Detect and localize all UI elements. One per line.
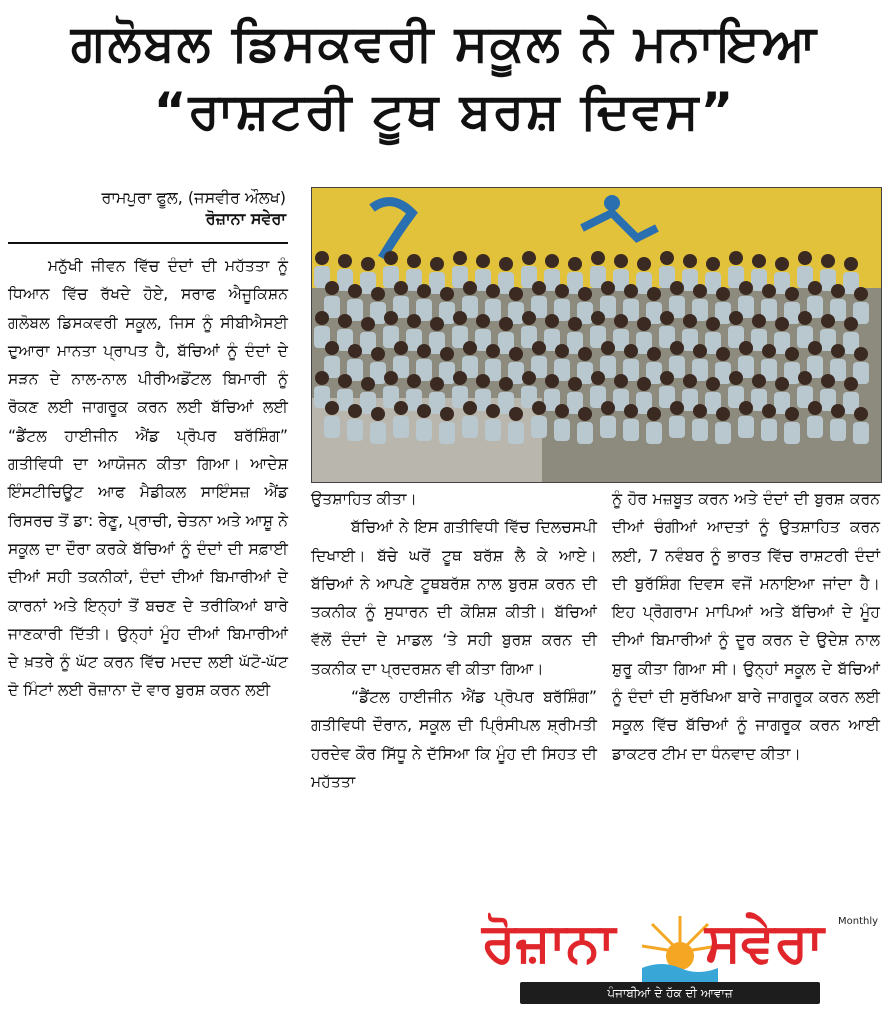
students-illustration bbox=[312, 188, 881, 482]
headline bbox=[0, 14, 889, 140]
event-photo bbox=[311, 187, 882, 483]
article-column-1 bbox=[8, 252, 288, 705]
logo-word-2: ਸਵੇਰਾ bbox=[705, 911, 824, 974]
newspaper-logo bbox=[480, 912, 880, 1012]
paragraph: ਮਨੁੱਖੀ ਜੀਵਨ ਵਿੱਚ ਦੰਦਾਂ ਦੀ ਮਹੱਤਤਾ ਨੂੰ ਧਿਆਨ ਵਿੱਚ ਰੱਖਦੇ ਹੋਏ, ਸਰਾਫ ਐਜੂਕਿਸ਼ਨ ਗਲੋਬਲ ਡਿਸਕਵਰੀ ਸਕੂਲ, ਜਿਸ ਨੂੰ ਸੀਬੀਐਸਈ ਦੁਆਰਾ ਮਾਨਤਾ ਪ੍ਰਾਪਤ ਹੈ, ਬੱਚਿਆਂ ਨੂੰ ਦੰਦਾਂ ਦੇ ਸੜਨ ਦੇ ਨਾਲ-ਨਾਲ ਪੀਰੀਅਡੋਂਟਲ ਬਿਮਾਰੀ ਨੂੰ ਰੋਕਣ ਲਈ ਜਾਗਰੂਕ ਕਰਨ ਲਈ ਬੱਚਿਆਂ ਲਈ “ਡੈਂਟਲ ਹਾਈਜੀਨ ਐਂਡ ਪ੍ਰੋਪਰ ਬਰੱਸ਼ਿੰਗ” ਗਤੀਵਿਧੀ ਦਾ ਆਯੋਜਨ ਕੀਤਾ ਗਿਆ। ਆਦੇਸ਼ ਇੰਸਟੀਚਿਊਟ ਆਫ ਮੈਡੀਕਲ ਸਾਇੰਸਜ਼ ਐਂਡ ਰਿਸਰਚ ਤੋਂ ਡਾ: ਰੇਣੂ, ਪ੍ਰਾਚੀ, ਚੇਤਨਾ ਅਤੇ ਆਸ਼ੂ ਨੇ ਸਕੂਲ ਦਾ ਦੌਰਾ ਕਰਕੇ ਬੱਚਿਆਂ ਨੂੰ ਦੰਦਾਂ ਦੀ ਸਫ਼ਾਈ ਦੀਆਂ ਸਹੀ ਤਕਨੀਕਾਂ, ਦੰਦਾਂ ਦੀਆਂ ਬਿਮਾਰੀਆਂ ਦੇ ਕਾਰਨਾਂ ਅਤੇ ਇਨ੍ਹਾਂ ਤੋਂ ਬਚਣ ਦੇ ਤਰੀਕਿਆਂ ਬਾਰੇ ਜਾਣਕਾਰੀ ਦਿੱਤੀ। ਉਨ੍ਹਾਂ ਮੂੰਹ ਦੀਆਂ ਬਿਮਾਰੀਆਂ ਦੇ ਖ਼ਤਰੇ ਨੂੰ ਘੱਟ ਕਰਨ ਵਿੱਚ ਮਦਦ ਲਈ ਘੱਟੋ-ਘੱਟ ਦੋ ਮਿੰਟਾਂ ਲਈ ਰੋਜ਼ਾਨਾ ਦੋ ਵਾਰ ਬੁਰਸ਼ ਕਰਨ ਲਈ bbox=[8, 257, 288, 700]
logo-word-1: ਰੋਜ਼ਾਨਾ bbox=[482, 911, 616, 974]
byline-divider bbox=[8, 242, 288, 244]
article-column-3 bbox=[612, 485, 880, 768]
logo-tagline: ਪੰਜਾਬੀਆਂ ਦੇ ਹੱਕ ਦੀ ਆਵਾਜ਼ bbox=[520, 982, 820, 1004]
article-column-2 bbox=[311, 485, 597, 796]
headline-line-2: “ਰਾਸ਼ਟਰੀ ਟੂਥ ਬਰਸ਼ ਦਿਵਸ” bbox=[153, 82, 736, 140]
byline-paper: ਰੋਜ਼ਾਨਾ ਸਵੇਰਾ bbox=[205, 208, 286, 228]
byline bbox=[8, 188, 286, 230]
byline-location: ਰਾਮਪੁਰਾ ਫੂਲ, (ਜਸਵੀਰ ਔਲਖ) bbox=[101, 188, 286, 207]
headline-line-1: ਗਲੋਬਲ ਡਿਸਕਵਰੀ ਸਕੂਲ ਨੇ ਮਨਾਇਆ bbox=[70, 14, 819, 72]
paragraph: “ਡੈਂਟਲ ਹਾਈਜੀਨ ਐਂਡ ਪ੍ਰੋਪਰ ਬਰੱਸ਼ਿੰਗ” ਗਤੀਵਿਧੀ ਦੌਰਾਨ, ਸਕੂਲ ਦੀ ਪ੍ਰਿੰਸੀਪਲ ਸ਼੍ਰੀਮਤੀ ਹਰਦੇਵ ਕੌਰ ਸਿੱਧੂ ਨੇ ਦੱਸਿਆ ਕਿ ਮੂੰਹ ਦੀ ਸਿਹਤ ਦੀ ਮਹੱਤਤਾ bbox=[311, 688, 597, 791]
frequency-label: Monthly bbox=[838, 916, 879, 927]
paragraph: ਨੂੰ ਹੋਰ ਮਜ਼ਬੂਤ ਕਰਨ ਅਤੇ ਦੰਦਾਂ ਦੀ ਬੁਰਸ਼ ਕਰਨ ਦੀਆਂ ਚੰਗੀਆਂ ਆਦਤਾਂ ਨੂੰ ਉਤਸ਼ਾਹਿਤ ਕਰਨ ਲਈ, 7 ਨਵੰਬਰ ਨੂੰ ਭਾਰਤ ਵਿੱਚ ਰਾਸ਼ਟਰੀ ਦੰਦਾਂ ਦੀ ਬੁਰੱਸ਼ਿੰਗ ਦਿਵਸ ਵਜੋਂ ਮਨਾਇਆ ਜਾਂਦਾ ਹੈ। ਇਹ ਪ੍ਰੋਗਰਾਮ ਮਾਪਿਆਂ ਅਤੇ ਬੱਚਿਆਂ ਦੇ ਮੂੰਹ ਦੀਆਂ ਬਿਮਾਰੀਆਂ ਨੂੰ ਦੂਰ ਕਰਨ ਦੇ ਉਦੇਸ਼ ਨਾਲ ਸ਼ੁਰੂ ਕੀਤਾ ਗਿਆ ਸੀ। ਉਨ੍ਹਾਂ ਸਕੂਲ ਦੇ ਬੱਚਿਆਂ ਨੂੰ ਦੰਦਾਂ ਦੀ ਸੁਰੱਖਿਆ ਬਾਰੇ ਜਾਗਰੂਕ ਕਰਨ ਲਈ ਸਕੂਲ ਵਿੱਚ ਬੱਚਿਆਂ ਨੂੰ ਜਾਗਰੂਕ ਕਰਨ ਆਈ ਡਾਕਟਰ ਟੀਮ ਦਾ ਧੰਨਵਾਦ ਕੀਤਾ। bbox=[612, 490, 880, 763]
paragraph: ਬੱਚਿਆਂ ਨੇ ਇਸ ਗਤੀਵਿਧੀ ਵਿੱਚ ਦਿਲਚਸਪੀ ਦਿਖਾਈ। ਬੱਚੇ ਘਰੋਂ ਟੂਥ ਬਰੱਸ਼ ਲੈ ਕੇ ਆਏ। ਬੱਚਿਆਂ ਨੇ ਆਪਣੇ ਟੂਥਬਰੱਸ਼ ਨਾਲ ਬੁਰਸ਼ ਕਰਨ ਦੀ ਤਕਨੀਕ ਨੂੰ ਸੁਧਾਰਨ ਦੀ ਕੋਸ਼ਿਸ਼ ਕੀਤੀ। ਬੱਚਿਆਂ ਵੱਲੋਂ ਦੰਦਾਂ ਦੇ ਮਾਡਲ ‘ਤੇ ਸਹੀ ਬੁਰਸ਼ ਕਰਨ ਦੀ ਤਕਨੀਕ ਦਾ ਪ੍ਰਦਰਸ਼ਨ ਵੀ ਕੀਤਾ ਗਿਆ। bbox=[311, 518, 597, 678]
paragraph: ਉਤਸ਼ਾਹਿਤ ਕੀਤਾ। bbox=[311, 490, 417, 508]
